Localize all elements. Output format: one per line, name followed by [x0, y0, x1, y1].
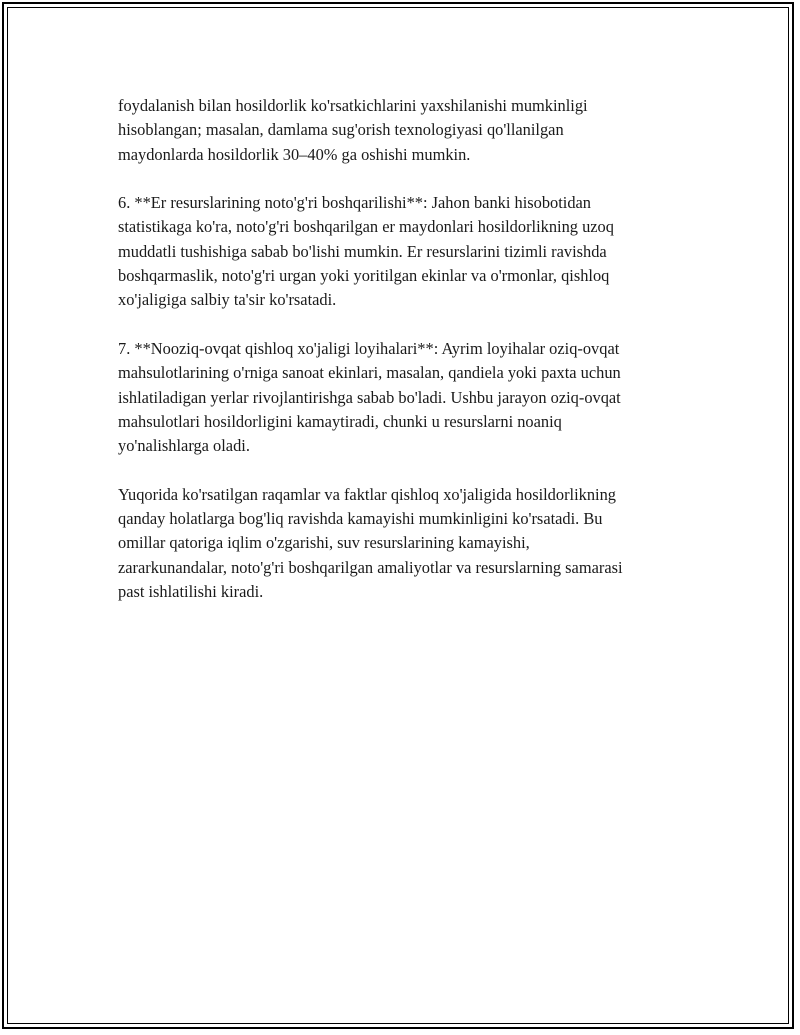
text-line: omillar qatoriga iqlim o'zgarishi, suv resurslarining kamayishi,: [118, 533, 530, 553]
text-line: 6. **Er resurslarining noto'g'ri boshqarilishi**: Jahon banki hisobotidan: [118, 193, 591, 213]
text-line: statistikaga ko'ra, noto'g'ri boshqarilgan er maydonlari hosildorlikning uzoq: [118, 217, 614, 237]
paragraph-conclusion: [118, 483, 690, 604]
text-line: xo'jaligiga salbiy ta'sir ko'rsatadi.: [118, 290, 337, 310]
document-body: [118, 94, 690, 629]
paragraph-item-7: [118, 337, 690, 458]
text-line: hisoblangan; masalan, damlama sug'orish texnologiyasi qo'llanilgan: [118, 120, 564, 140]
text-line: yo'nalishlarga oladi.: [118, 436, 250, 456]
text-line: boshqarmaslik, noto'g'ri urgan yoki yoritilgan ekinlar va o'rmonlar, qishloq: [118, 266, 610, 286]
text-line: qanday holatlarga bog'liq ravishda kamayishi mumkinligini ko'rsatadi. Bu: [118, 509, 603, 529]
text-line: foydalanish bilan hosildorlik ko'rsatkichlarini yaxshilanishi mumkinligi: [118, 96, 588, 115]
text-line: past ishlatilishi kiradi.: [118, 581, 264, 601]
text-line: mahsulotlarining o'rniga sanoat ekinlari, masalan, qandiela yoki paxta uchun: [118, 363, 621, 383]
paragraph-continuation: [118, 94, 690, 167]
text-line: maydonlarda hosildorlik 30–40% ga oshishi mumkin.: [118, 144, 471, 164]
text-line: Yuqorida ko'rsatilgan raqamlar va faktlar qishloq xo'jaligida hosildorlikning: [118, 484, 616, 504]
text-line: muddatli tushishiga sabab bo'lishi mumkin. Er resurslarini tizimli ravishda: [118, 241, 607, 261]
paragraph-item-6: [118, 191, 690, 312]
text-line: 7. **Nooziq-ovqat qishloq xo'jaligi loyihalari**: Ayrim loyihalar oziq-ovqat: [118, 338, 620, 358]
text-line: zararkunandalar, noto'g'ri boshqarilgan amaliyotlar va resurslarning samarasi: [118, 557, 623, 577]
text-line: mahsulotlari hosildorligini kamaytiradi, chunki u resurslarni noaniq: [118, 411, 562, 431]
text-line: ishlatiladigan yerlar rivojlantirishga sabab bo'ladi. Ushbu jarayon oziq-ovqat: [118, 387, 621, 407]
